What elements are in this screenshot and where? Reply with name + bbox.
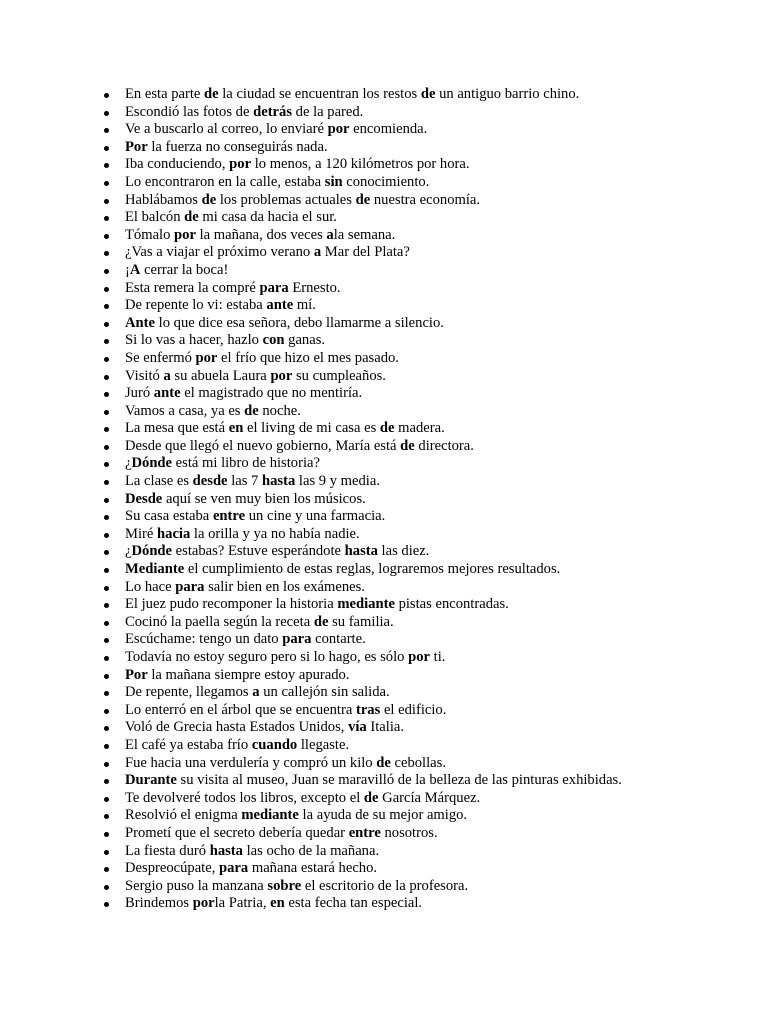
list-item [104,790,768,808]
list-item [104,843,768,861]
list-item [104,262,768,280]
sentence-text: ¡ [125,261,130,278]
sentence-text: La mesa que está [125,420,229,437]
sentence-text: el living de mi casa es [243,420,380,437]
highlighted-word: de [379,420,395,437]
sentence-text: La fiesta duró [125,842,210,859]
highlighted-word: para [175,578,205,595]
highlighted-word: de [313,613,329,630]
sentence-text: Hablábamos [125,191,202,208]
bullet-icon [104,339,109,344]
list-item [104,737,768,755]
sentence-text: ¿ [125,543,132,560]
sentence-text: su cumpleaños. [292,367,386,384]
bullet-icon [104,181,109,186]
sentence-text: Escúchame: tengo un dato [125,631,283,648]
sentence-text: Lo hace [125,578,176,595]
sentence-text: mi casa da hacia el sur. [198,209,337,226]
highlighted-word: detrás [253,103,293,120]
highlighted-word: de [184,209,199,226]
sentence-text: Se enfermó [125,349,196,366]
sentence-text: Tómalo [125,226,175,243]
highlighted-word: para [282,631,312,648]
bullet-icon [104,621,109,626]
highlighted-word: por [195,349,218,366]
sentence-text: de la pared. [292,103,364,120]
sentence-text: la ciudad se encuentran los restos [218,86,421,102]
highlighted-word: Ante [125,314,155,331]
bullet-icon [104,410,109,415]
highlighted-word: a [326,226,334,243]
bullet-icon [104,691,109,696]
sentence-text: El café ya estaba frío [125,736,252,753]
bullet-icon [104,867,109,872]
sentence-text: la mañana, dos veces [195,226,327,243]
sentence-text: la orilla y ya no había nadie. [190,525,360,542]
sentence-text: nosotros. [380,824,438,841]
sentence-text: Esta remera la compré [125,279,260,296]
bullet-icon [104,304,109,309]
list-item [104,174,768,192]
bullet-icon [104,269,109,274]
list-item [104,420,768,438]
bullet-icon [104,603,109,608]
sentence-text: Voló de Grecia hasta Estados Unidos, [125,719,349,736]
sentence-text: la ayuda de su mejor amigo. [298,807,468,824]
list-item [104,807,768,825]
sentence-text: Su casa estaba [125,508,213,525]
bullet-icon [104,586,109,591]
highlighted-word: en [228,420,244,437]
highlighted-word: mediante [337,596,395,613]
sentence-text: encomienda. [349,121,428,138]
list-item [104,86,768,104]
sentence-text: su familia. [328,613,394,630]
bullet-icon [104,550,109,555]
highlighted-word: a [163,367,171,384]
sentence-text: mí. [293,297,316,314]
bullet-icon [104,234,109,239]
sentence-text: está mi libro de historia? [172,455,320,472]
sentence-text: nuestra economía. [370,191,481,208]
sentence-text: Si lo vas a hacer, hazlo [125,332,263,349]
list-item [104,139,768,157]
sentence-text: llegaste. [297,736,350,753]
sentence-text: ti. [430,649,446,665]
sentence-text: los problemas actuales [216,191,356,208]
bullet-icon [104,709,109,714]
sentence-text: Te devolveré todos los libros, excepto el [125,789,364,806]
bullet-icon [104,674,109,679]
list-item [104,403,768,421]
highlighted-word: de [204,86,219,102]
list-item [104,297,768,315]
sentence-text: directora. [414,437,474,454]
sentence-text: salir bien en los exámenes. [204,578,365,595]
sentence-text: cerrar la boca! [140,261,229,278]
sentence-text: estabas? Estuve esperándote [172,543,345,560]
bullet-icon [104,850,109,855]
highlighted-word: por [174,226,196,243]
bullet-icon [104,251,109,256]
sentence-text: su visita al museo, Juan se maravilló de la belleza de las pinturas exhibidas. [176,772,622,789]
sentence-text: El balcón [125,209,185,226]
sentence-text: mañana estará hecho. [248,860,378,877]
sentence-text: Vamos a casa, ya es [125,402,245,419]
bullet-icon [104,427,109,432]
sentence-text: las diez. [377,543,430,560]
sentence-text: ¿ [125,455,132,472]
list-item [104,350,768,368]
list-item [104,878,768,896]
sentence-text: noche. [258,402,301,419]
list-item [104,614,768,632]
sentence-text: ¿Vas a viajar el próximo verano [125,244,314,261]
list-item [104,860,768,878]
sentence-text: Ernesto. [288,279,341,296]
list-item [104,684,768,702]
highlighted-word: Mediante [125,561,185,578]
sentence-text: Visitó [125,367,164,384]
highlighted-word: A [129,261,141,278]
sentence-text: lo menos, a 120 kilómetros por hora. [251,156,470,173]
list-item [104,332,768,350]
list-item [104,596,768,614]
highlighted-word: para [219,860,249,877]
sentence-text: esta fecha tan especial. [284,895,423,912]
sentence-text: Miré [125,525,158,542]
highlighted-word: Dónde [131,455,173,472]
sentence-text: el edificio. [380,701,447,718]
sentence-text: Despreocúpate, [125,860,220,877]
sentence-text: pistas encontradas. [394,596,509,613]
highlighted-word: ante [266,297,294,314]
sentence-text: aquí se ven muy bien los músicos. [162,490,366,507]
highlighted-word: de [355,191,371,208]
sentence-text: su abuela Laura [170,367,271,384]
list-item [104,156,768,174]
highlighted-word: de [363,789,379,806]
sentence-text: cebollas. [390,754,446,771]
sentence-list [0,86,768,913]
bullet-icon [104,814,109,819]
sentence-text: Cocinó la paella según la receta [125,613,314,630]
list-item [104,280,768,298]
highlighted-word: cuando [251,736,298,753]
highlighted-word: Desde [125,490,163,507]
list-item [104,895,768,913]
sentence-text: Italia. [366,719,404,736]
list-item [104,438,768,456]
highlighted-word: de [244,402,259,419]
list-item [104,755,768,773]
sentence-text: Lo enterró en el árbol que se encuentra [125,701,356,718]
list-item [104,368,768,386]
list-item [104,825,768,843]
highlighted-word: desde [192,473,228,490]
sentence-text: En esta parte [125,86,205,102]
list-item [104,209,768,227]
sentence-text: Prometí que el secreto debería quedar [125,824,349,841]
highlighted-word: a [313,244,322,261]
sentence-text: Todavía no estoy seguro pero si lo hago, es sólo [125,649,409,665]
sentence-text: Sergio puso la manzana [125,877,268,894]
highlighted-word: para [259,279,289,296]
sentence-text: las 9 y media. [295,473,380,490]
list-item [104,455,768,473]
highlighted-word: sobre [267,877,302,894]
highlighted-word: por [408,649,430,665]
bullet-icon [104,375,109,380]
bullet-icon [104,93,109,98]
sentence-text: De repente lo vi: estaba [125,297,267,314]
highlighted-word: sin [324,173,343,190]
highlighted-word: entre [348,824,381,841]
list-item [104,491,768,509]
highlighted-word: hasta [262,473,296,490]
highlighted-word: a [252,684,260,701]
highlighted-word: mediante [241,807,299,824]
sentence-text: conocimiento. [342,173,430,190]
sentence-text: el frío que hizo el mes pasado. [217,349,399,366]
list-item [104,227,768,245]
list-item [104,719,768,737]
highlighted-word: tras [355,701,381,718]
bullet-icon [104,638,109,643]
sentence-text: un callejón sin salida. [259,684,390,701]
list-item [104,631,768,649]
bullet-icon [104,568,109,573]
list-item [104,508,768,526]
bullet-icon [104,902,109,907]
bullet-icon [104,357,109,362]
highlighted-word: Por [125,138,148,155]
bullet-icon [104,797,109,802]
list-item [104,315,768,333]
sentence-text: las 7 [227,473,263,490]
highlighted-word: de [420,86,436,102]
list-item [104,702,768,720]
highlighted-word: hacia [157,525,191,542]
sentence-text: ganas. [284,332,326,349]
sentence-text: las ocho de la mañana. [242,842,380,859]
bullet-icon [104,515,109,520]
bullet-icon [104,216,109,221]
sentence-text: La clase es [125,473,193,490]
bullet-icon [104,146,109,151]
highlighted-word: vía [348,719,367,736]
bullet-icon [104,656,109,661]
highlighted-word: entre [212,508,246,525]
sentence-text: la mañana siempre estoy apurado. [147,666,350,683]
bullet-icon [104,533,109,538]
bullet-icon [104,498,109,503]
bullet-icon [104,480,109,485]
highlighted-word: ante [153,385,181,402]
bullet-icon [104,462,109,467]
sentence-text: Fue hacia una verdulería y compró un kilo [125,754,377,771]
highlighted-word: Por [125,666,148,683]
sentence-text: Brindemos [125,895,193,912]
highlighted-word: Dónde [131,543,173,560]
sentence-text: el escritorio de la profesora. [301,877,469,894]
sentence-text: Desde que llegó el nuevo gobierno, María está [125,437,401,454]
sentence-text: El juez pudo recomponer la historia [125,596,338,613]
bullet-icon [104,128,109,133]
sentence-text: la Patria, [214,895,271,912]
highlighted-word: por [270,367,293,384]
list-item [104,385,768,403]
sentence-text: Ve a buscarlo al correo, lo enviaré [125,121,328,138]
highlighted-word: hasta [209,842,243,859]
highlighted-word: Durante [125,772,177,789]
bullet-icon [104,445,109,450]
sentence-text: Escondió las fotos de [125,103,254,120]
list-item [104,667,768,685]
list-item [104,561,768,579]
sentence-text: lo que dice esa señora, debo llamarme a silencio. [155,314,444,331]
highlighted-word: por [327,121,350,138]
bullet-icon [104,392,109,397]
list-item [104,526,768,544]
bullet-icon [104,832,109,837]
highlighted-word: hasta [344,543,378,560]
sentence-text: madera. [394,420,445,437]
bullet-icon [104,779,109,784]
list-item [104,104,768,122]
sentence-text: la semana. [333,226,396,243]
bullet-icon [104,199,109,204]
highlighted-word: con [262,332,285,349]
bullet-icon [104,744,109,749]
sentence-text: la fuerza no conseguirás nada. [147,138,328,155]
sentence-text: el cumplimiento de estas reglas, lograremos mejores resultados. [184,561,561,578]
bullet-icon [104,322,109,327]
highlighted-word: de [400,437,415,454]
sentence-text: Mar del Plata? [321,244,410,261]
list-item [104,473,768,491]
sentence-text: un cine y una farmacia. [245,508,386,525]
list-item [104,579,768,597]
list-item [104,543,768,561]
bullet-icon [104,111,109,116]
bullet-icon [104,287,109,292]
list-item [104,121,768,139]
bullet-icon [104,762,109,767]
sentence-text: De repente, llegamos [125,684,253,701]
list-item [104,244,768,262]
sentence-text: el magistrado que no mentiría. [180,385,363,402]
sentence-text: un antiguo barrio chino. [435,86,580,102]
list-item [104,192,768,210]
bullet-icon [104,885,109,890]
sentence-text: Resolvió el enigma [125,807,242,824]
sentence-text: Lo encontraron en la calle, estaba [125,173,325,190]
sentence-text: Juró [125,385,154,402]
highlighted-word: por [229,156,252,173]
bullet-icon [104,163,109,168]
sentence-text: contarte. [311,631,366,648]
highlighted-word: en [270,895,285,912]
highlighted-word: por [192,895,215,912]
sentence-text: García Márquez. [378,789,481,806]
bullet-icon [104,726,109,731]
highlighted-word: de [201,191,217,208]
document-page [0,86,768,913]
highlighted-word: de [376,754,391,771]
list-item [104,649,768,667]
sentence-text: Iba conduciendo, [125,156,230,173]
list-item [104,772,768,790]
